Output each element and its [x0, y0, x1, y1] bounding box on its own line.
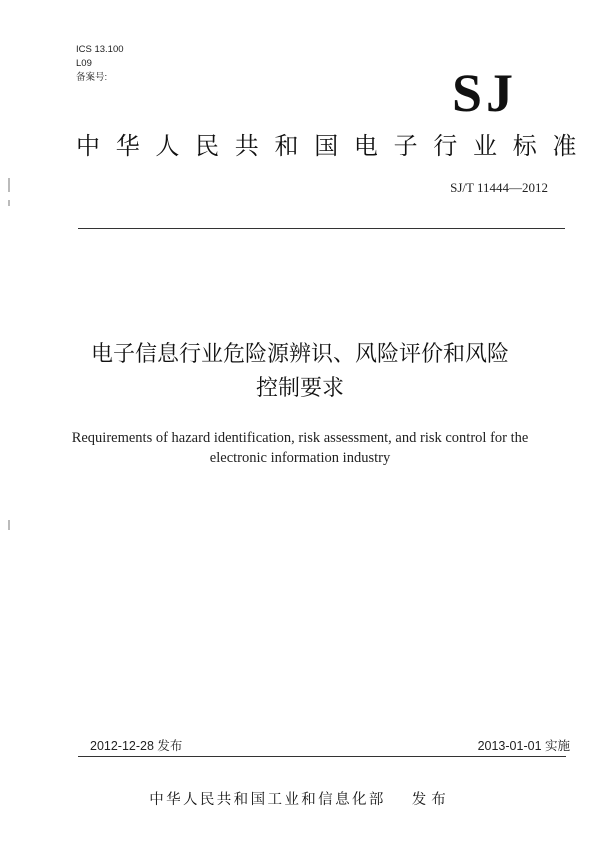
issuer-organization: 中华人民共和国工业和信息化部 [149, 792, 386, 808]
document-title-zh-line1: 电子信息行业危险源辨识、风险评价和风险 [90, 342, 509, 367]
implement-date: 2013-01-01 实施 [477, 739, 570, 753]
scan-mark [8, 200, 10, 206]
footer-divider [78, 756, 566, 757]
scan-mark [8, 520, 10, 530]
ccs-code: L09 [76, 58, 92, 69]
sj-logo: SJ [452, 63, 518, 123]
standard-category-title: 中华人民共和国电子行业标准 [76, 132, 593, 160]
ics-code: ICS 13.100 [76, 44, 124, 55]
standard-number: SJ/T 11444—2012 [450, 180, 548, 195]
issuer-line [0, 790, 600, 810]
issuer-action: 发布 [411, 792, 451, 808]
header-divider [78, 228, 565, 229]
publish-date: 2012-12-28 发布 [90, 739, 183, 753]
filing-number-label: 备案号: [76, 72, 108, 83]
document-title-zh-line2: 控制要求 [255, 376, 344, 401]
scan-mark [8, 178, 10, 192]
document-title-en-line2: electronic information industry [209, 450, 391, 466]
document-title-en-line1: Requirements of hazard identification, risk assessment, and risk control for the [71, 430, 529, 446]
